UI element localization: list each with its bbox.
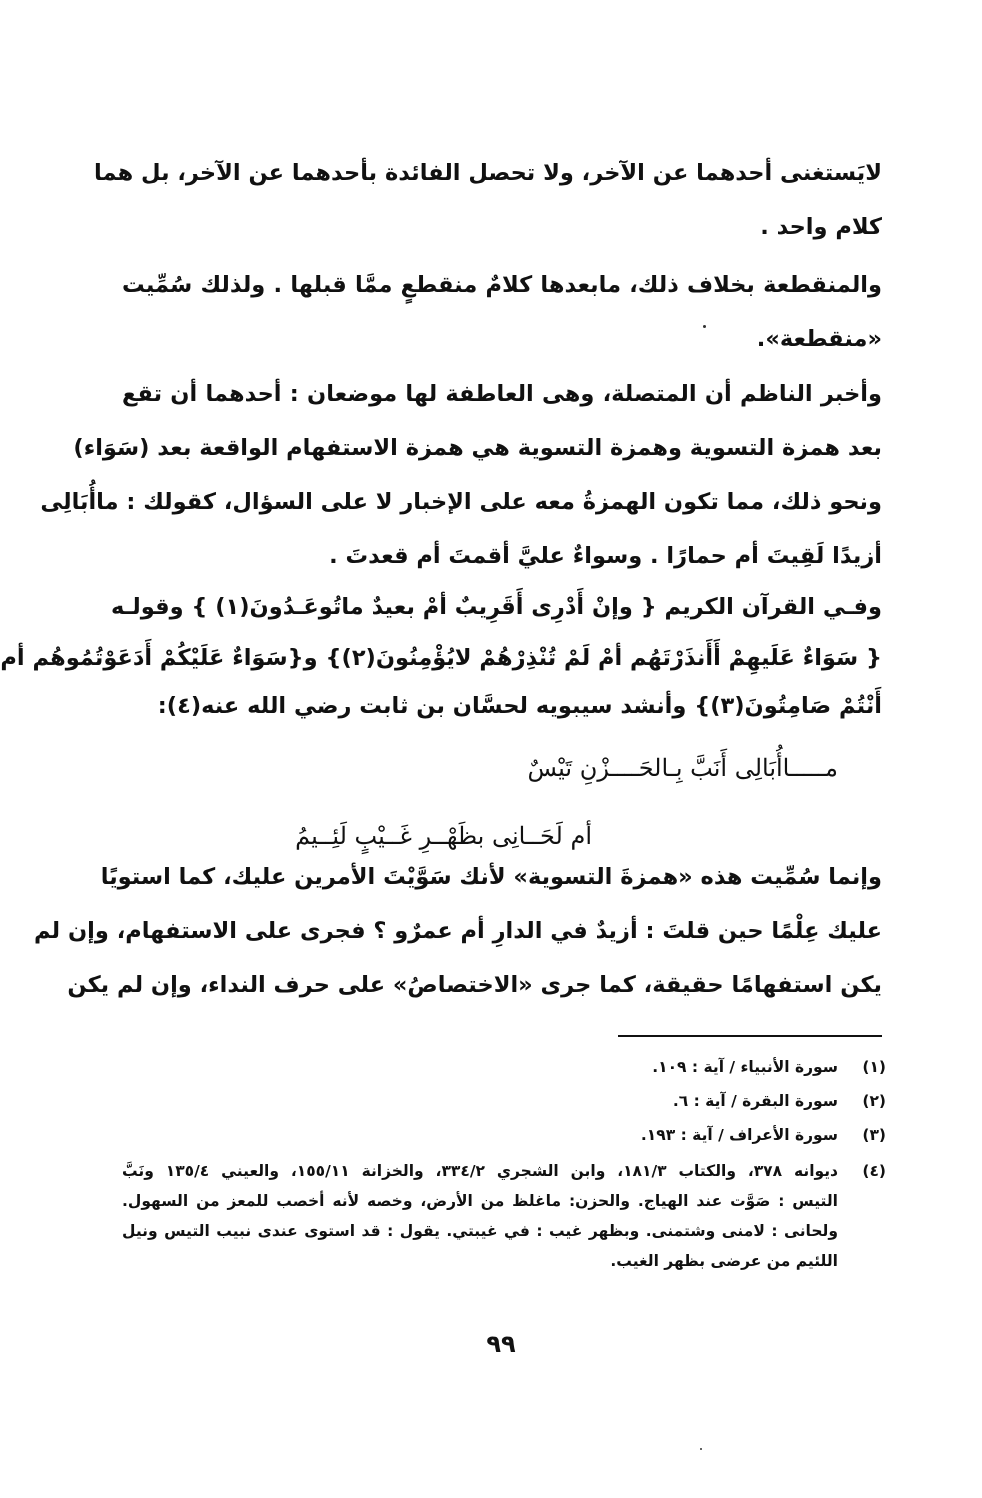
paragraph-5: [34, 850, 882, 1012]
paragraph-2: [122, 258, 882, 366]
text-line: كلام واحد .: [760, 214, 882, 240]
poem-hemistich-1: مـــــاأُبَالِى أَنَبَّ بِـالحَــــزْنِ تَيْسٌ: [527, 754, 838, 782]
footnote-text: ديوانه ٣٧٨، والكتاب ١٨١/٣، وابن الشجري ٣٣٤/٢، والخزانة ١٥٥/١١، والعيني ١٣٥/٤ ونَبَّ: [122, 1162, 838, 1180]
footnote-text: سورة البقرة / آية : ٦.: [672, 1092, 838, 1110]
footnote-number: (٤): [862, 1162, 886, 1180]
footnote-2: [122, 1084, 886, 1118]
poem-hemistich-2: أم لَحَــانِى بظَهْــرِ غَــيْبٍ لَئِــيمُ: [295, 822, 592, 850]
page-number: ٩٩: [486, 1330, 516, 1358]
text-line: بعد همزة التسوية وهمزة التسوية هي همزة الاستفهام الواقعة بعد (سَوَاء): [73, 435, 882, 461]
text-line: عليك عِلْمًا حين قلتَ : أزيدٌ في الدارِ أم عمرٌو ؟ فجرى على الاستفهام، وإن لم: [34, 918, 882, 944]
text-line: يكن استفهامًا حقيقة، كما جرى «الاختصاصُ» على حرف النداء، وإن لم يكن: [67, 972, 882, 998]
footnotes: [122, 1050, 886, 1276]
footnote-3: [122, 1118, 886, 1152]
text-line: لايَستغنى أحدهما عن الآخر، ولا تحصل الفائدة بأحدهما عن الآخر، بل هما: [94, 160, 882, 186]
footnote-number: (٣): [862, 1126, 886, 1144]
text-line: ونحو ذلك، مما تكون الهمزةُ معه على الإخبار لا على السؤال، كقولك : ماأُبَالِى: [40, 489, 882, 515]
footnote-text: سورة الأعراف / آية : ١٩٣.: [640, 1126, 838, 1144]
footnote-separator: [618, 1035, 882, 1037]
footnote-4: [122, 1156, 886, 1276]
footnote-text: سورة الأنبياء / آية : ١٠٩.: [652, 1058, 838, 1076]
text-line: والمنقطعة بخلاف ذلك، مابعدها كلامٌ منقطعٍ ممَّا قبلها . ولذلك سُمِّيت: [122, 272, 882, 298]
stray-mark: [703, 325, 706, 328]
text-line: وفـي القرآن الكريم { وإنْ أَدْرِى أَقَرِيبٌ أمْ بعيدٌ ماتُوعَـدُونَ(١) } وقولـه: [110, 594, 882, 620]
text-line: «منقطعة».: [756, 326, 882, 352]
text-line: أَنْتُمْ صَامِتُونَ(٣)} وأنشد سيبويه لحسَّان بن ثابت رضي الله عنه(٤):: [157, 693, 882, 719]
footnote-number: (١): [862, 1058, 886, 1076]
footnote-text: ولحانى : لامنى وشتمنى. وبظهر غيب : في غيبتي. يقول : قد استوى عندى نبيب التيس ونيل: [122, 1222, 838, 1240]
paragraph-3: [40, 367, 882, 583]
footnote-1: [122, 1050, 886, 1084]
text-line: وإنما سُمِّيت هذه «همزةَ التسوية» لأنك سَوَّيْتَ الأمرين عليك، كما استويًا: [100, 864, 882, 890]
footnote-text: التيس : صَوَّت عند الهياج. والحزن: ماغلظ من الأرض، وخصه لأنه أخصب للمعز من السهول.: [122, 1192, 838, 1210]
stray-mark: [700, 1448, 702, 1450]
text-line: وأخبر الناظم أن المتصلة، وهى العاطفة لها موضعان : أحدهما أن تقع: [122, 381, 882, 407]
paragraph-4: [0, 580, 882, 730]
text-line: أزيدًا لَقِيتَ أم حمارًا . وسواءٌ عليَّ أقمتَ أم قعدتَ .: [329, 543, 882, 569]
footnote-text: اللئيم من عرضى بظهر الغيب.: [610, 1252, 838, 1270]
poem-verse: [122, 738, 882, 866]
paragraph-1: [94, 146, 882, 254]
footnote-number: (٢): [862, 1092, 886, 1110]
text-line: { سَوَاءٌ عَلَيهِمْ أَأَنذَرْتَهُم أمْ لَمْ تُنْذِرْهُمْ لايُؤْمِنُونَ(٢)} و{سَوَاءٌ عَلَيْكُمْ أَدَعَوْتُمُوهُم أم: [0, 645, 882, 671]
